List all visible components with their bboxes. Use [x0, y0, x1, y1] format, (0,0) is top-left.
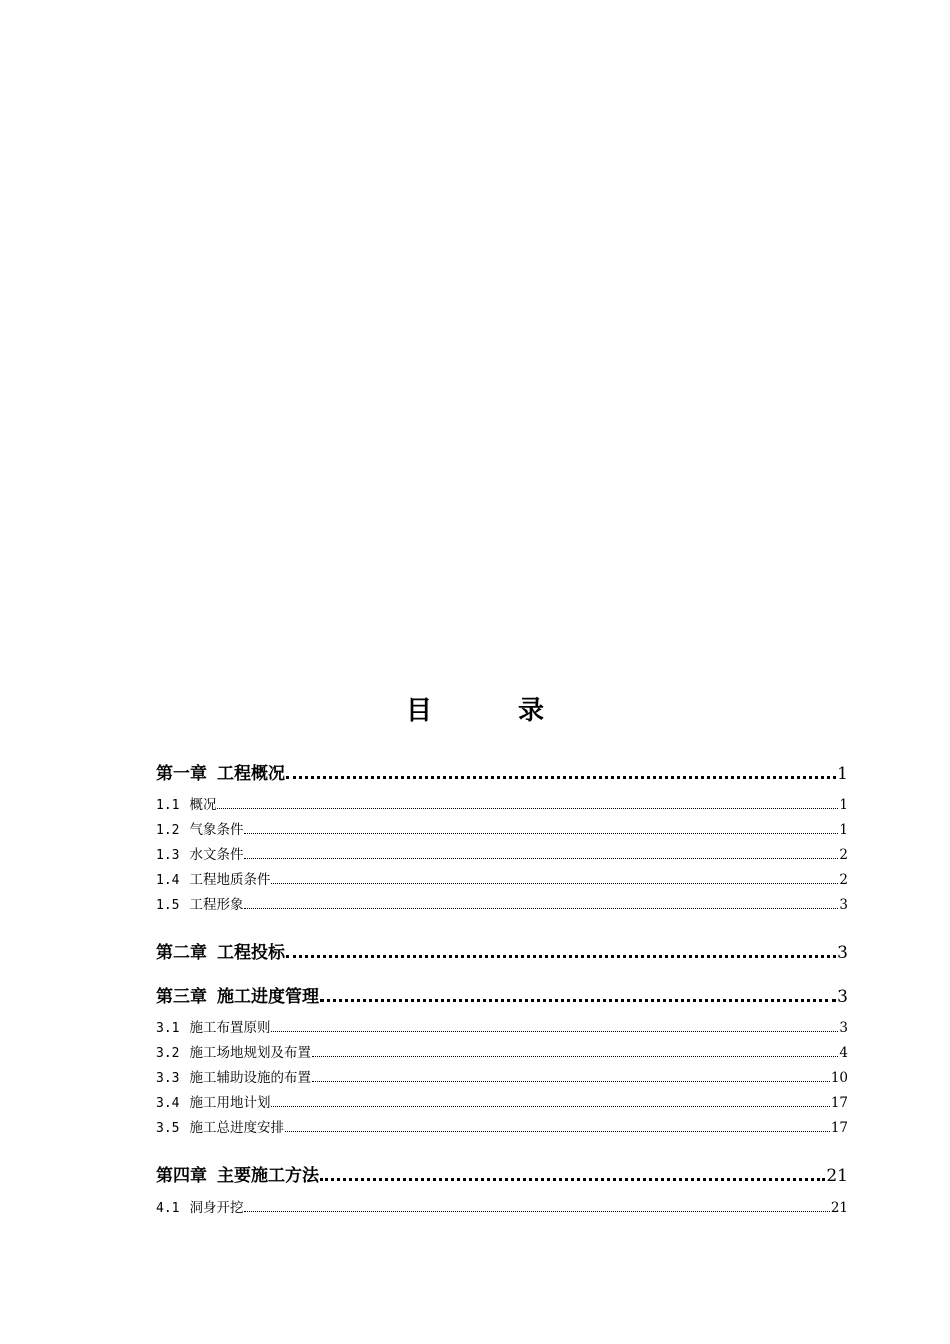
section-number: 1.4 — [156, 873, 180, 888]
toc-section-4-1[interactable] — [156, 1196, 848, 1216]
page-number: 3 — [837, 943, 848, 963]
dot-leader — [217, 804, 838, 809]
toc-chapter-2[interactable] — [156, 938, 848, 962]
section-title: 施工辅助设施的布置 — [189, 1070, 311, 1086]
chapter-number: 第一章 — [156, 764, 207, 784]
dot-leader — [285, 1127, 830, 1132]
section-number: 3.3 — [156, 1071, 180, 1086]
page-number: 3 — [837, 987, 848, 1007]
dot-leader — [244, 854, 838, 859]
dot-leader — [312, 1052, 838, 1057]
chapter-title: 工程概况 — [217, 764, 285, 784]
dot-leader — [244, 1207, 829, 1212]
section-title: 施工场地规划及布置 — [189, 1045, 311, 1061]
page-number: 10 — [830, 1070, 848, 1086]
page-number: 3 — [839, 1020, 848, 1036]
toc-heading — [0, 690, 950, 727]
section-number: 1.5 — [156, 898, 180, 913]
section-number: 3.5 — [156, 1121, 180, 1136]
dot-leader — [271, 1102, 829, 1107]
page-number: 17 — [830, 1095, 848, 1111]
dot-leader — [286, 949, 836, 958]
section-title: 施工总进度安排 — [189, 1120, 284, 1136]
page-number: 21 — [830, 1200, 848, 1216]
section-title: 水文条件 — [189, 847, 244, 863]
page-number: 1 — [839, 797, 848, 813]
section-title: 概况 — [189, 797, 217, 813]
chapter-title: 施工进度管理 — [217, 987, 319, 1007]
chapter-title: 主要施工方法 — [217, 1166, 319, 1186]
toc-chapter-1[interactable] — [156, 759, 848, 783]
page-number: 2 — [839, 847, 848, 863]
section-title: 施工用地计划 — [189, 1095, 271, 1111]
dot-leader — [286, 770, 836, 779]
toc-chapter-3[interactable] — [156, 982, 848, 1006]
toc-section-1-5[interactable] — [156, 893, 848, 913]
toc-chapter-4[interactable] — [156, 1161, 848, 1185]
page-number: 1 — [839, 822, 848, 838]
page-number: 4 — [839, 1045, 848, 1061]
section-number: 3.1 — [156, 1021, 180, 1036]
chapter-number: 第三章 — [156, 987, 207, 1007]
page-number: 1 — [837, 764, 848, 784]
section-number: 1.3 — [156, 848, 180, 863]
dot-leader — [244, 829, 838, 834]
section-title: 气象条件 — [189, 822, 244, 838]
section-number: 4.1 — [156, 1201, 180, 1216]
section-number: 3.4 — [156, 1096, 180, 1111]
toc-section-3-1[interactable] — [156, 1016, 848, 1036]
toc-section-1-4[interactable] — [156, 868, 848, 888]
toc-heading-left: 目 — [405, 696, 432, 726]
toc-section-3-5[interactable] — [156, 1116, 848, 1136]
toc-section-3-2[interactable] — [156, 1041, 848, 1061]
chapter-number: 第四章 — [156, 1166, 207, 1186]
page-number: 2 — [839, 872, 848, 888]
section-title: 洞身开挖 — [189, 1200, 244, 1216]
section-number: 3.2 — [156, 1046, 180, 1061]
section-title: 施工布置原则 — [189, 1020, 271, 1036]
toc-section-1-1[interactable] — [156, 793, 848, 813]
toc-section-1-3[interactable] — [156, 843, 848, 863]
section-title: 工程地质条件 — [189, 872, 271, 888]
dot-leader — [271, 879, 838, 884]
chapter-title: 工程投标 — [217, 943, 285, 963]
page-number: 21 — [826, 1166, 848, 1186]
dot-leader — [320, 1172, 825, 1181]
dot-leader — [271, 1027, 838, 1032]
dot-leader — [244, 904, 838, 909]
toc-section-1-2[interactable] — [156, 818, 848, 838]
dot-leader — [312, 1077, 830, 1082]
toc-section-3-4[interactable] — [156, 1091, 848, 1111]
section-number: 1.1 — [156, 798, 180, 813]
section-number: 1.2 — [156, 823, 180, 838]
section-title: 工程形象 — [189, 897, 244, 913]
toc-heading-right: 录 — [518, 696, 545, 726]
dot-leader — [320, 993, 836, 1002]
page-number: 17 — [830, 1120, 848, 1136]
chapter-number: 第二章 — [156, 943, 207, 963]
toc-section-3-3[interactable] — [156, 1066, 848, 1086]
page-number: 3 — [839, 897, 848, 913]
